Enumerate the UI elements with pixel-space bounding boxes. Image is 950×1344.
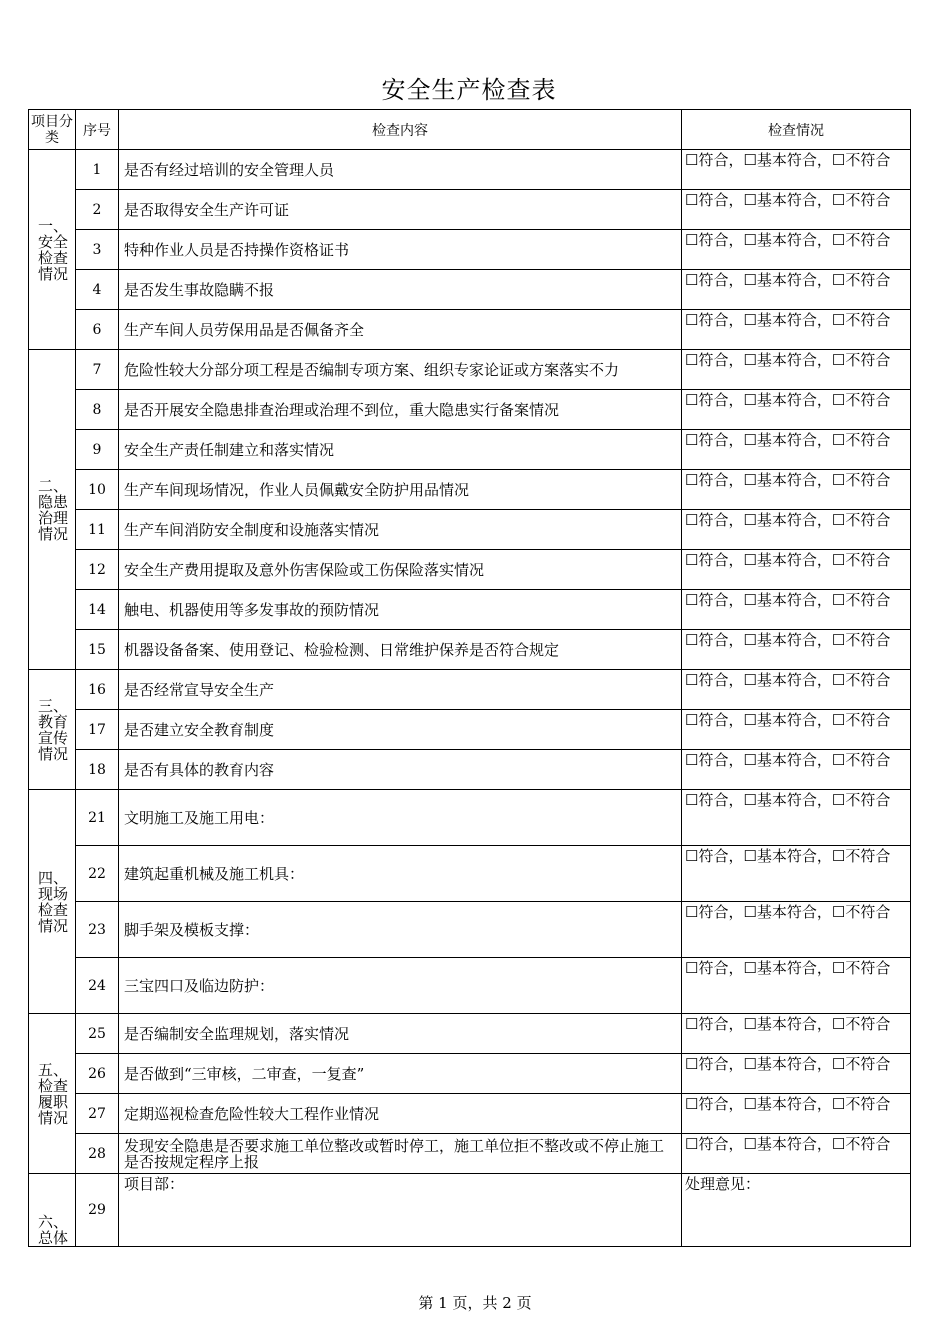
row-content: 是否有具体的教育内容 [119, 750, 682, 790]
status-options[interactable]: ☐符合，☐基本符合，☐不符合 [682, 790, 911, 846]
row-content: 生产车间人员劳保用品是否佩备齐全 [119, 310, 682, 350]
row-content: 危险性较大分部分项工程是否编制专项方案、组织专家论证或方案落实不力 [119, 350, 682, 390]
row-content: 项目部： [119, 1174, 682, 1247]
row-content: 是否做到“三审核，二审查，一复查” [119, 1054, 682, 1094]
row-number: 17 [76, 710, 119, 750]
status-options[interactable]: ☐符合，☐基本符合，☐不符合 [682, 670, 911, 710]
status-options[interactable]: ☐符合，☐基本符合，☐不符合 [682, 1014, 911, 1054]
section-category-text: 六、总体 [38, 1213, 69, 1247]
table-row [29, 310, 911, 350]
row-content: 是否编制安全监理规划，落实情况 [119, 1014, 682, 1054]
status-options[interactable]: ☐符合，☐基本符合，☐不符合 [682, 958, 911, 1014]
section-category-text: 二、隐患治理情况 [38, 476, 69, 543]
status-options[interactable]: ☐符合，☐基本符合，☐不符合 [682, 310, 911, 350]
row-number: 21 [76, 790, 119, 846]
status-options[interactable]: ☐符合，☐基本符合，☐不符合 [682, 230, 911, 270]
status-options[interactable]: ☐符合，☐基本符合，☐不符合 [682, 350, 911, 390]
status-options[interactable]: ☐符合，☐基本符合，☐不符合 [682, 1054, 911, 1094]
row-number: 8 [76, 390, 119, 430]
table-row [29, 630, 911, 670]
header-status: 检查情况 [682, 110, 911, 150]
handling-opinion-field[interactable]: 处理意见： [682, 1174, 911, 1247]
section-category-label [29, 1174, 76, 1247]
section-category-text: 三、教育宣传情况 [38, 696, 69, 763]
header-category: 项目分类 [29, 110, 76, 150]
row-content: 安全生产责任制建立和落实情况 [119, 430, 682, 470]
table-row [29, 150, 911, 190]
row-number: 1 [76, 150, 119, 190]
status-options[interactable]: ☐符合，☐基本符合，☐不符合 [682, 550, 911, 590]
inspection-table-container [28, 109, 910, 1247]
row-number: 27 [76, 1094, 119, 1134]
row-content: 建筑起重机械及施工机具： [119, 846, 682, 902]
status-options[interactable]: ☐符合，☐基本符合，☐不符合 [682, 270, 911, 310]
row-content: 是否发生事故隐瞒不报 [119, 270, 682, 310]
table-row [29, 390, 911, 430]
row-number: 26 [76, 1054, 119, 1094]
row-content: 发现安全隐患是否要求施工单位整改或暂时停工，施工单位拒不整改或不停止施工是否按规定程序上报 [119, 1134, 682, 1174]
row-number: 29 [76, 1174, 119, 1247]
table-row [29, 550, 911, 590]
page-footer: 第 1 页，共 2 页 [418, 1294, 532, 1312]
row-number: 6 [76, 310, 119, 350]
row-content: 是否建立安全教育制度 [119, 710, 682, 750]
row-content: 是否开展安全隐患排查治理或治理不到位，重大隐患实行备案情况 [119, 390, 682, 430]
table-row [29, 510, 911, 550]
page-title: 安全生产检查表 [381, 76, 557, 104]
row-number: 18 [76, 750, 119, 790]
status-options[interactable]: ☐符合，☐基本符合，☐不符合 [682, 510, 911, 550]
row-number: 28 [76, 1134, 119, 1174]
section-category-text: 五、检查履职情况 [38, 1060, 69, 1127]
row-number: 2 [76, 190, 119, 230]
table-row [29, 1174, 911, 1247]
row-content: 文明施工及施工用电： [119, 790, 682, 846]
row-number: 10 [76, 470, 119, 510]
status-options[interactable]: ☐符合，☐基本符合，☐不符合 [682, 750, 911, 790]
row-number: 16 [76, 670, 119, 710]
table-row [29, 1054, 911, 1094]
section-category-label [29, 670, 76, 790]
table-row [29, 350, 911, 390]
header-content: 检查内容 [119, 110, 682, 150]
table-row [29, 270, 911, 310]
row-content: 定期巡视检查危险性较大工程作业情况 [119, 1094, 682, 1134]
status-options[interactable]: ☐符合，☐基本符合，☐不符合 [682, 1134, 911, 1174]
section-category-label [29, 350, 76, 670]
row-number: 3 [76, 230, 119, 270]
table-row [29, 190, 911, 230]
inspection-table [28, 109, 911, 1247]
row-number: 7 [76, 350, 119, 390]
table-row [29, 430, 911, 470]
table-row [29, 1094, 911, 1134]
row-content: 脚手架及模板支撑： [119, 902, 682, 958]
table-row [29, 710, 911, 750]
status-options[interactable]: ☐符合，☐基本符合，☐不符合 [682, 390, 911, 430]
section-category-text: 四、现场检查情况 [38, 868, 69, 935]
status-options[interactable]: ☐符合，☐基本符合，☐不符合 [682, 190, 911, 230]
table-row [29, 902, 911, 958]
status-options[interactable]: ☐符合，☐基本符合，☐不符合 [682, 630, 911, 670]
status-options[interactable]: ☐符合，☐基本符合，☐不符合 [682, 150, 911, 190]
row-number: 23 [76, 902, 119, 958]
status-options[interactable]: ☐符合，☐基本符合，☐不符合 [682, 710, 911, 750]
row-number: 15 [76, 630, 119, 670]
section-category-text: 一、安全检查情况 [38, 216, 69, 283]
status-options[interactable]: ☐符合，☐基本符合，☐不符合 [682, 902, 911, 958]
table-row [29, 1014, 911, 1054]
status-options[interactable]: ☐符合，☐基本符合，☐不符合 [682, 470, 911, 510]
row-content: 生产车间现场情况，作业人员佩戴安全防护用品情况 [119, 470, 682, 510]
row-number: 9 [76, 430, 119, 470]
row-number: 11 [76, 510, 119, 550]
table-row [29, 230, 911, 270]
table-row [29, 958, 911, 1014]
status-options[interactable]: ☐符合，☐基本符合，☐不符合 [682, 590, 911, 630]
row-content: 是否经常宣导安全生产 [119, 670, 682, 710]
row-number: 14 [76, 590, 119, 630]
row-content: 是否有经过培训的安全管理人员 [119, 150, 682, 190]
row-number: 22 [76, 846, 119, 902]
section-category-label [29, 790, 76, 1014]
table-row [29, 590, 911, 630]
table-row [29, 846, 911, 902]
row-content: 触电、机器使用等多发事故的预防情况 [119, 590, 682, 630]
table-row [29, 670, 911, 710]
header-seq: 序号 [76, 110, 119, 150]
table-row [29, 750, 911, 790]
table-row [29, 790, 911, 846]
row-content: 生产车间消防安全制度和设施落实情况 [119, 510, 682, 550]
status-options[interactable]: ☐符合，☐基本符合，☐不符合 [682, 1094, 911, 1134]
row-number: 12 [76, 550, 119, 590]
row-content: 是否取得安全生产许可证 [119, 190, 682, 230]
section-category-label [29, 150, 76, 350]
row-content: 特种作业人员是否持操作资格证书 [119, 230, 682, 270]
status-options[interactable]: ☐符合，☐基本符合，☐不符合 [682, 430, 911, 470]
row-number: 4 [76, 270, 119, 310]
table-row [29, 470, 911, 510]
row-number: 25 [76, 1014, 119, 1054]
table-header-row [29, 110, 911, 150]
row-number: 24 [76, 958, 119, 1014]
row-content: 安全生产费用提取及意外伤害保险或工伤保险落实情况 [119, 550, 682, 590]
status-options[interactable]: ☐符合，☐基本符合，☐不符合 [682, 846, 911, 902]
table-row [29, 1134, 911, 1174]
section-category-label [29, 1014, 76, 1174]
row-content: 三宝四口及临边防护： [119, 958, 682, 1014]
row-content: 机器设备备案、使用登记、检验检测、日常维护保养是否符合规定 [119, 630, 682, 670]
